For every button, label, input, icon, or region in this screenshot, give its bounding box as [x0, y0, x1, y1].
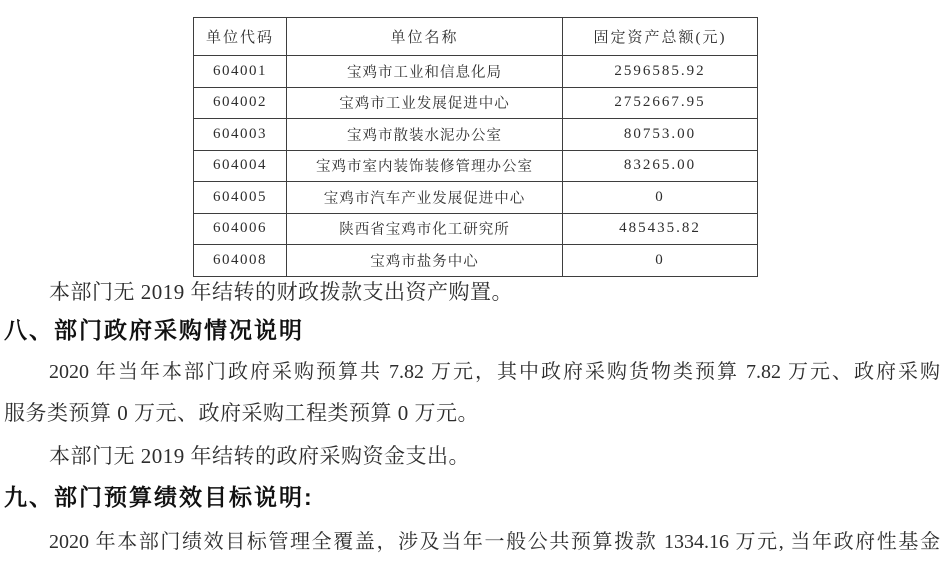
unit-name-cell: 陕西省宝鸡市化工研究所 — [287, 213, 563, 245]
paragraph-performance-line: 2020 年本部门绩效目标管理全覆盖，涉及当年一般公共预算拨款 1334.16 万元, 当年政府性基金 — [49, 531, 940, 553]
asset-total-cell: 2596585.92 — [563, 56, 758, 88]
table-row — [194, 182, 758, 214]
paragraph-procurement-line2: 服务类预算 0 万元、政府采购工程类预算 0 万元。 — [4, 401, 479, 425]
table-row — [194, 213, 758, 245]
unit-code-cell: 604006 — [194, 213, 287, 245]
unit-code-cell: 604003 — [194, 119, 287, 151]
unit-name-cell: 宝鸡市工业发展促进中心 — [287, 87, 563, 119]
asset-total-cell: 0 — [563, 245, 758, 277]
header-fixed-asset-total: 固定资产总额(元) — [563, 18, 758, 56]
unit-code-cell: 604004 — [194, 150, 287, 182]
header-unit-name: 单位名称 — [287, 18, 563, 56]
table-row — [194, 245, 758, 277]
table-row — [194, 119, 758, 151]
asset-total-cell: 83265.00 — [563, 150, 758, 182]
table-row — [194, 56, 758, 88]
unit-code-cell: 604001 — [194, 56, 287, 88]
table-header-row — [194, 18, 758, 56]
header-unit-code: 单位代码 — [194, 18, 287, 56]
paragraph-asset-note: 本部门无 2019 年结转的财政拨款支出资产购置。 — [49, 280, 513, 304]
asset-total-cell: 485435.82 — [563, 213, 758, 245]
paragraph-procurement-line1: 2020 年当年本部门政府采购预算共 7.82 万元，其中政府采购货物类预算 7.82 万元、政府采购 — [49, 361, 940, 383]
table-row — [194, 150, 758, 182]
fixed-assets-table — [193, 17, 758, 277]
unit-code-cell: 604002 — [194, 87, 287, 119]
asset-total-cell: 2752667.95 — [563, 87, 758, 119]
section-heading-9: 九、部门预算绩效目标说明: — [4, 484, 314, 510]
table-row — [194, 87, 758, 119]
unit-code-cell: 604005 — [194, 182, 287, 214]
asset-total-cell: 0 — [563, 182, 758, 214]
unit-name-cell: 宝鸡市汽车产业发展促进中心 — [287, 182, 563, 214]
unit-name-cell: 宝鸡市盐务中心 — [287, 245, 563, 277]
unit-code-cell: 604008 — [194, 245, 287, 277]
unit-name-cell: 宝鸡市室内装饰装修管理办公室 — [287, 150, 563, 182]
section-heading-8: 八、部门政府采购情况说明 — [4, 317, 304, 343]
paragraph-procurement-note: 本部门无 2019 年结转的政府采购资金支出。 — [49, 444, 470, 468]
asset-total-cell: 80753.00 — [563, 119, 758, 151]
unit-name-cell: 宝鸡市工业和信息化局 — [287, 56, 563, 88]
unit-name-cell: 宝鸡市散装水泥办公室 — [287, 119, 563, 151]
